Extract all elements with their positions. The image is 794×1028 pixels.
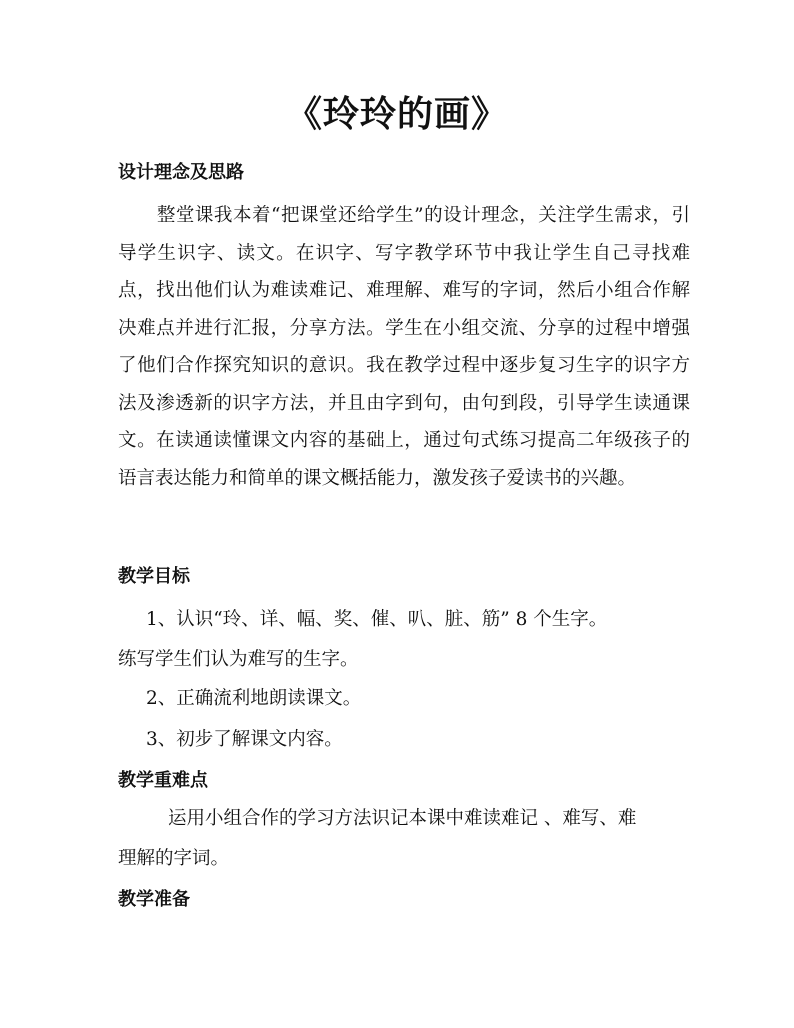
section-heading-key-points: 教学重难点: [118, 770, 208, 791]
section-heading-design: 设计理念及思路: [118, 162, 244, 183]
section-heading-goals: 教学目标: [118, 566, 190, 587]
section-heading-preparation: 教学准备: [118, 889, 190, 910]
document-title: 《玲玲的画》: [285, 93, 508, 135]
goal-item-3: 3、初步了解课文内容。: [146, 729, 343, 750]
design-paragraph: 整堂课我本着“把课堂还给学生”的设计理念，关注学生需求，引导学生识字、读文。在识字、写字教学环节中我让学生自己寻找难点，找出他们认为难读难记、难理解、难写的字词，然后小组合作解决难点并进行汇报，分享方法。学生在小组交流、分享的过程中增强了他们合作探究知识的意识。我在教学过程中逐步复习生字的识字方法及渗透新的识字方法，并且由字到句，由句到段，引导学生读通课文。在读通读懂课文内容的基础上，通过句式练习提高二年级孩子的语言表达能力和简单的课文概括能力，激发孩子爱读书的兴趣。: [118, 205, 690, 489]
key-points-line-1: 运用小组合作的学习方法识记本课中难读难记 、难写、难: [168, 808, 637, 829]
goal-item-2: 2、正确流利地朗读课文。: [146, 688, 362, 709]
goal-item-1-line-2: 练写学生们认为难写的生字。: [118, 649, 359, 670]
key-points-line-2: 理解的字词。: [118, 848, 230, 869]
goal-item-1-line-1: 1、认识“玲、详、幅、奖、催、叭、脏、筋” 8 个生字。: [146, 609, 608, 630]
